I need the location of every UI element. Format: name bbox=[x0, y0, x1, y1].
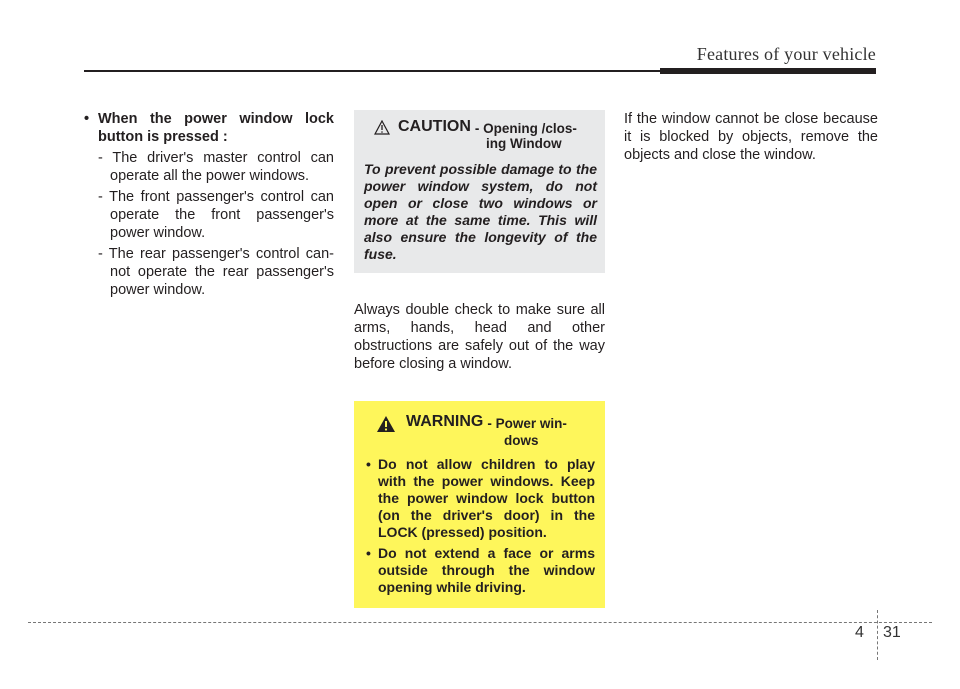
sub-item-driver: - The driver's master control can operate all the power windows. bbox=[98, 150, 334, 184]
caution-body: To prevent possible damage to the power window system, do not open or close two windows or more at the same time. This will also ensure the longevity of the fuse. bbox=[364, 161, 597, 262]
warning-item bbox=[366, 456, 595, 541]
caution-title: CAUTION bbox=[398, 118, 471, 135]
bullet-heading bbox=[84, 110, 334, 146]
obstruction-paragraph: If the window cannot be close because it is blocked by objects, remove the objects and close the window. bbox=[624, 111, 878, 163]
caution-subtitle: - Opening /clos- bbox=[474, 121, 577, 136]
warning-item bbox=[366, 545, 595, 596]
column-right bbox=[624, 110, 878, 164]
bullet-dot-icon: • bbox=[84, 111, 90, 127]
caution-subtitle-cont: ing Window bbox=[486, 136, 562, 151]
warning-item-text: Do not allow children to play with the power windows. Keep the power window lock button (on the driver's door) in the LOCK (pressed) position. bbox=[378, 456, 595, 540]
warning-title: WARNING bbox=[406, 413, 484, 430]
page-number: 31 bbox=[883, 624, 901, 641]
column-left bbox=[84, 110, 334, 299]
caution-box bbox=[354, 110, 605, 273]
sub-item-front-passenger: - The front passenger's control can operate the front passenger's power window. bbox=[98, 189, 334, 241]
footer-separator bbox=[877, 610, 878, 660]
warning-triangle-icon bbox=[376, 415, 396, 433]
column-middle bbox=[354, 110, 605, 608]
footer-rule bbox=[28, 622, 932, 623]
warning-box bbox=[354, 401, 605, 608]
sub-item-rear-passenger: - The rear passenger's control can- not operate the rear passenger's power window. bbox=[98, 246, 334, 298]
warning-subtitle-cont: dows bbox=[504, 433, 539, 448]
header-rule-accent bbox=[660, 68, 876, 74]
bullet-dot-icon: • bbox=[366, 456, 371, 472]
bullet-heading-text: When the power window lock button is pressed : bbox=[98, 111, 334, 145]
chapter-number: 4 bbox=[855, 624, 864, 641]
header-rule bbox=[84, 70, 660, 72]
warning-subtitle: - Power win- bbox=[487, 416, 567, 431]
safety-paragraph: Always double check to make sure all arms, hands, head and other obstructions are safely out of the way before closing a window. bbox=[354, 302, 605, 372]
warning-item-text: Do not extend a face or arms outside through the window opening while driving. bbox=[378, 545, 595, 595]
running-header-title: Features of your vehicle bbox=[696, 44, 876, 64]
caution-triangle-icon bbox=[374, 120, 390, 135]
warning-header bbox=[376, 413, 595, 433]
caution-header bbox=[374, 118, 597, 136]
bullet-dot-icon: • bbox=[366, 545, 371, 561]
